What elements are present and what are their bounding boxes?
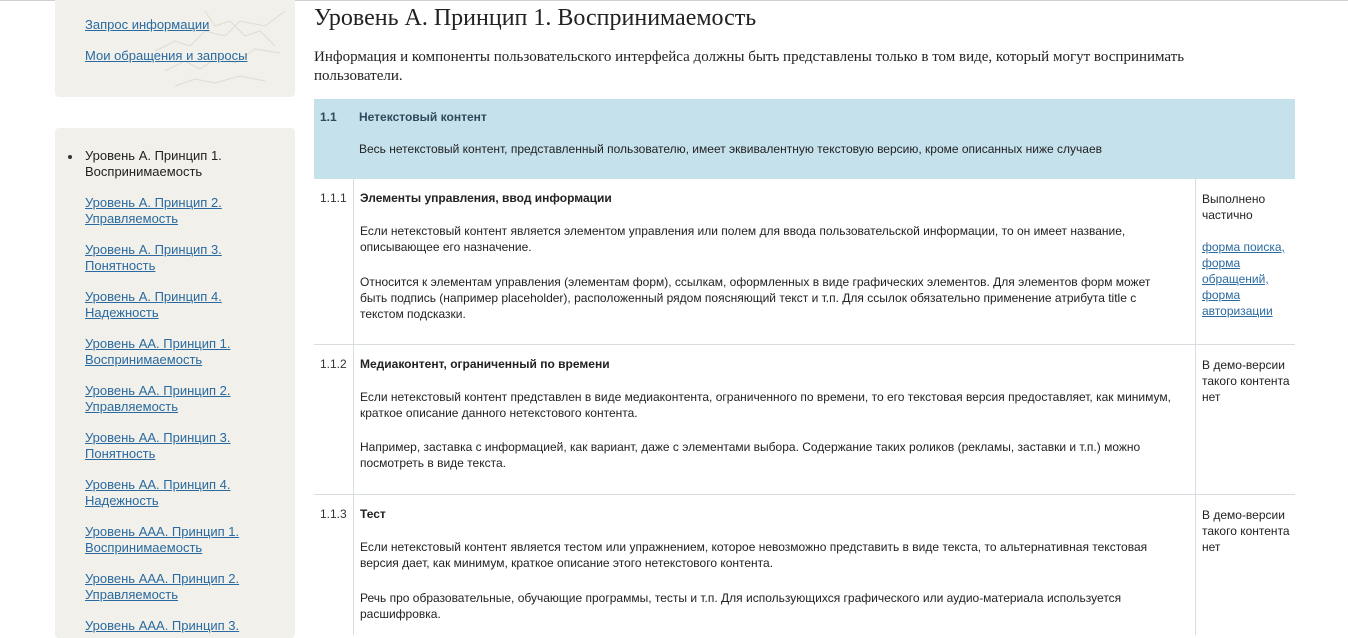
sidebar-item-link[interactable]: Уровень А. Принцип 3. Понятность [85, 242, 222, 273]
row-note: Речь про образовательные, обучающие программы, тесты и т.п. Для использующихся графического или аудио-материала используется расшифровка. [360, 591, 1122, 621]
status-link-auth-form[interactable]: форма авторизации [1202, 288, 1273, 318]
section-description: Весь нетекстовый контент, представленный пользователю, имеет эквивалентную текстовую версию, кроме описанных ниже случаев [359, 142, 1102, 156]
sidebar-item[interactable] [85, 383, 285, 415]
sidebar-item[interactable] [85, 477, 285, 509]
page-title: Уровень А. Принцип 1. Воспринимаемость [314, 5, 757, 31]
sidebar-link-my-requests[interactable]: Мои обращения и запросы [85, 48, 248, 63]
row-status-cell [1195, 495, 1296, 635]
sidebar-item[interactable] [85, 195, 285, 227]
sidebar-item[interactable] [85, 336, 285, 368]
section-header [314, 99, 1295, 179]
row-description: Если нетекстовый контент является элементом управления или полем для ввода пользовательской информации, то он имеет название, описывающее его назначение. [360, 224, 1126, 254]
sidebar-item[interactable] [85, 289, 285, 321]
sidebar-link-request-info[interactable]: Запрос информации [85, 17, 210, 32]
status-link-request-form[interactable]: форма обращений, [1202, 256, 1269, 286]
sidebar-item[interactable] [85, 618, 285, 634]
row-status-cell [1195, 345, 1296, 494]
row-title: Тест [360, 507, 386, 521]
row-title: Элементы управления, ввод информации [360, 191, 612, 205]
row-description: Если нетекстовый контент является тестом или упражнением, которое невозможно представить в виде текста, то альтернативная текстовая версия дает, как минимум, краткое описание этого нетекстового контента. [360, 540, 1148, 570]
row-title: Медиаконтент, ограниченный по времени [360, 357, 610, 371]
table-row [314, 345, 1295, 495]
sidebar-item-link[interactable]: Уровень АА. Принцип 3. Понятность [85, 430, 231, 461]
row-status: В демо-версии такого контента нет [1202, 508, 1290, 554]
sidebar-item[interactable] [85, 571, 285, 603]
row-status-cell [1195, 179, 1296, 344]
sidebar-item-link[interactable]: Уровень А. Принцип 4. Надежность [85, 289, 222, 320]
page-intro: Информация и компоненты пользовательского интерфейса должны быть представлены только в том виде, который могут воспринимать пользователи. [314, 49, 1185, 84]
row-description: Если нетекстовый контент представлен в виде медиаконтента, ограниченного по времени, то его текстовая версия предоставляет, как минимум, краткое описание данного нетекстового контента. [360, 390, 1171, 420]
sidebar-item[interactable] [85, 430, 285, 462]
row-note: Относится к элементам управления (элементам форм), ссылкам, оформленных в виде графических элементов. Для элементов форм может быть подпись (например placeholder), расположенный рядом поясняющий текст и т.п. Для ссылок обязательно применение атрибута title с текстом подсказки. [360, 275, 1151, 321]
row-body [353, 179, 1196, 344]
sidebar-nav [85, 148, 285, 638]
sidebar-item[interactable] [85, 242, 285, 274]
section-title: Нетекстовый контент [359, 110, 487, 124]
status-links [1202, 239, 1294, 319]
sidebar-links-panel [55, 0, 295, 97]
sidebar-item[interactable] [85, 524, 285, 556]
sidebar-nav-panel [55, 128, 295, 638]
sidebar-item-link[interactable]: Уровень ААА. Принцип 3. [85, 618, 240, 633]
row-status: В демо-версии такого контента нет [1202, 358, 1290, 404]
row-status: Выполнено частично [1202, 192, 1266, 222]
row-body [353, 345, 1196, 494]
row-number: 1.1.3 [320, 507, 347, 521]
sidebar-item-link[interactable]: Уровень АА. Принцип 4. Надежность [85, 477, 231, 508]
sidebar-item-link[interactable]: Уровень АА. Принцип 2. Управляемость [85, 383, 231, 414]
sidebar-item-link[interactable]: Уровень ААА. Принцип 2. Управляемость [85, 571, 240, 602]
section-number: 1.1 [320, 110, 337, 124]
table-row [314, 179, 1295, 345]
row-number: 1.1.1 [320, 191, 347, 205]
row-body [353, 495, 1196, 635]
row-note: Например, заставка с информацией, как вариант, даже с элементами выбора. Содержание таких роликов (рекламы, заставки и т.п.) можно посмотреть в виде текста. [360, 440, 1141, 470]
sidebar-item-link[interactable]: Уровень А. Принцип 2. Управляемость [85, 195, 222, 226]
sidebar-item-link[interactable]: Уровень АА. Принцип 1. Воспринимаемость [85, 336, 231, 367]
row-number: 1.1.2 [320, 357, 347, 371]
sidebar-item-link[interactable]: Уровень ААА. Принцип 1. Воспринимаемость [85, 524, 240, 555]
requirements-table [314, 99, 1295, 635]
table-row [314, 495, 1295, 635]
status-link-search-form[interactable]: форма поиска, [1202, 240, 1285, 254]
sidebar-item-current: Уровень А. Принцип 1. Воспринимаемость [85, 148, 285, 180]
